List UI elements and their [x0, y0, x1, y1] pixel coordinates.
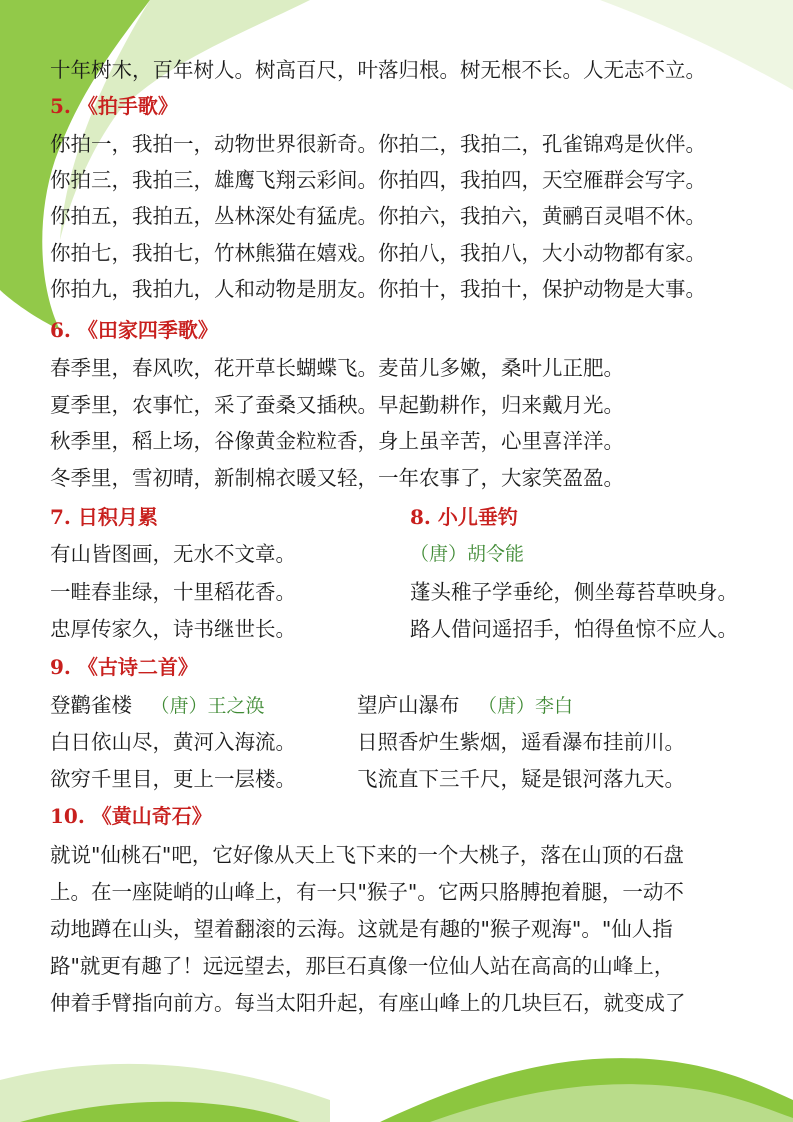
section6-line: 秋季里，稻上场，谷像黄金粒粒香，身上虽辛苦，心里喜洋洋。 — [50, 429, 624, 453]
section10-heading: 10. 《黄山奇石》 — [50, 804, 212, 828]
section8-line: 路人借问遥招手，怕得鱼惊不应人。 — [410, 617, 738, 641]
section7-line: 有山皆图画，无水不文章。 — [50, 542, 296, 566]
section6-heading: 6. 《田家四季歌》 — [50, 318, 218, 342]
intro-line: 十年树木，百年树人。树高百尺，叶落归根。树无根不长。人无志不立。 — [50, 58, 706, 82]
section8-author: （唐）胡令能 — [410, 543, 525, 565]
section10-line: 动地蹲在山头，望着翻滚的云海。这就是有趣的"猴子观海"。"仙人指 — [50, 917, 673, 941]
section5-line: 你拍三，我拍三，雄鹰飞翔云彩间。你拍四，我拍四，天空雁群会写字。 — [50, 168, 706, 192]
poem1-title: 登鹳雀楼 — [50, 693, 132, 717]
section5-line: 你拍五，我拍五，丛林深处有猛虎。你拍六，我拍六，黄鹂百灵唱不休。 — [50, 204, 706, 228]
poem2-line: 日照香炉生紫烟，遥看瀑布挂前川。 — [357, 730, 685, 754]
poem1-title-row — [50, 690, 265, 721]
section6-line: 夏季里，农事忙，采了蚕桑又插秧。早起勤耕作，归来戴月光。 — [50, 393, 624, 417]
section6-line: 春季里，春风吹，花开草长蝴蝶飞。麦苗儿多嫩，桑叶儿正肥。 — [50, 356, 624, 380]
poem2-title-row — [357, 690, 573, 721]
section10-line: 路"就更有趣了！远远望去，那巨石真像一位仙人站在高高的山峰上， — [50, 954, 675, 978]
section10-line: 就说"仙桃石"吧，它好像从天上飞下来的一个大桃子，落在山顶的石盘 — [50, 843, 684, 867]
section8-line: 蓬头稚子学垂纶，侧坐莓苔草映身。 — [410, 580, 738, 604]
section10-line: 上。在一座陡峭的山峰上，有一只"猴子"。它两只胳膊抱着腿，一动不 — [50, 880, 684, 904]
section5-heading: 5. 《拍手歌》 — [50, 94, 178, 118]
section8-heading: 8. 小儿垂钓 — [410, 505, 518, 529]
section5-line: 你拍九，我拍九，人和动物是朋友。你拍十，我拍十，保护动物是大事。 — [50, 277, 706, 301]
poem1-author: （唐）王之涣 — [150, 695, 265, 717]
poem2-line: 飞流直下三千尺，疑是银河落九天。 — [357, 767, 685, 791]
section9-heading: 9. 《古诗二首》 — [50, 655, 198, 679]
section5-line: 你拍一，我拍一，动物世界很新奇。你拍二，我拍二，孔雀锦鸡是伙伴。 — [50, 132, 706, 156]
section6-line: 冬季里，雪初晴，新制棉衣暖又轻，一年农事了，大家笑盈盈。 — [50, 466, 624, 490]
poem2-author: （唐）李白 — [478, 695, 574, 717]
section7-line: 一畦春韭绿，十里稻花香。 — [50, 580, 296, 604]
section10-line: 伸着手臂指向前方。每当太阳升起，有座山峰上的几块巨石，就变成了 — [50, 991, 686, 1015]
poem1-line: 欲穷千里目，更上一层楼。 — [50, 767, 296, 791]
section5-line: 你拍七，我拍七，竹林熊猫在嬉戏。你拍八，我拍八，大小动物都有家。 — [50, 241, 706, 265]
poem2-title: 望庐山瀑布 — [357, 693, 460, 717]
poem1-line: 白日依山尽，黄河入海流。 — [50, 730, 296, 754]
section7-heading: 7. 日积月累 — [50, 505, 158, 529]
section7-line: 忠厚传家久，诗书继世长。 — [50, 617, 296, 641]
